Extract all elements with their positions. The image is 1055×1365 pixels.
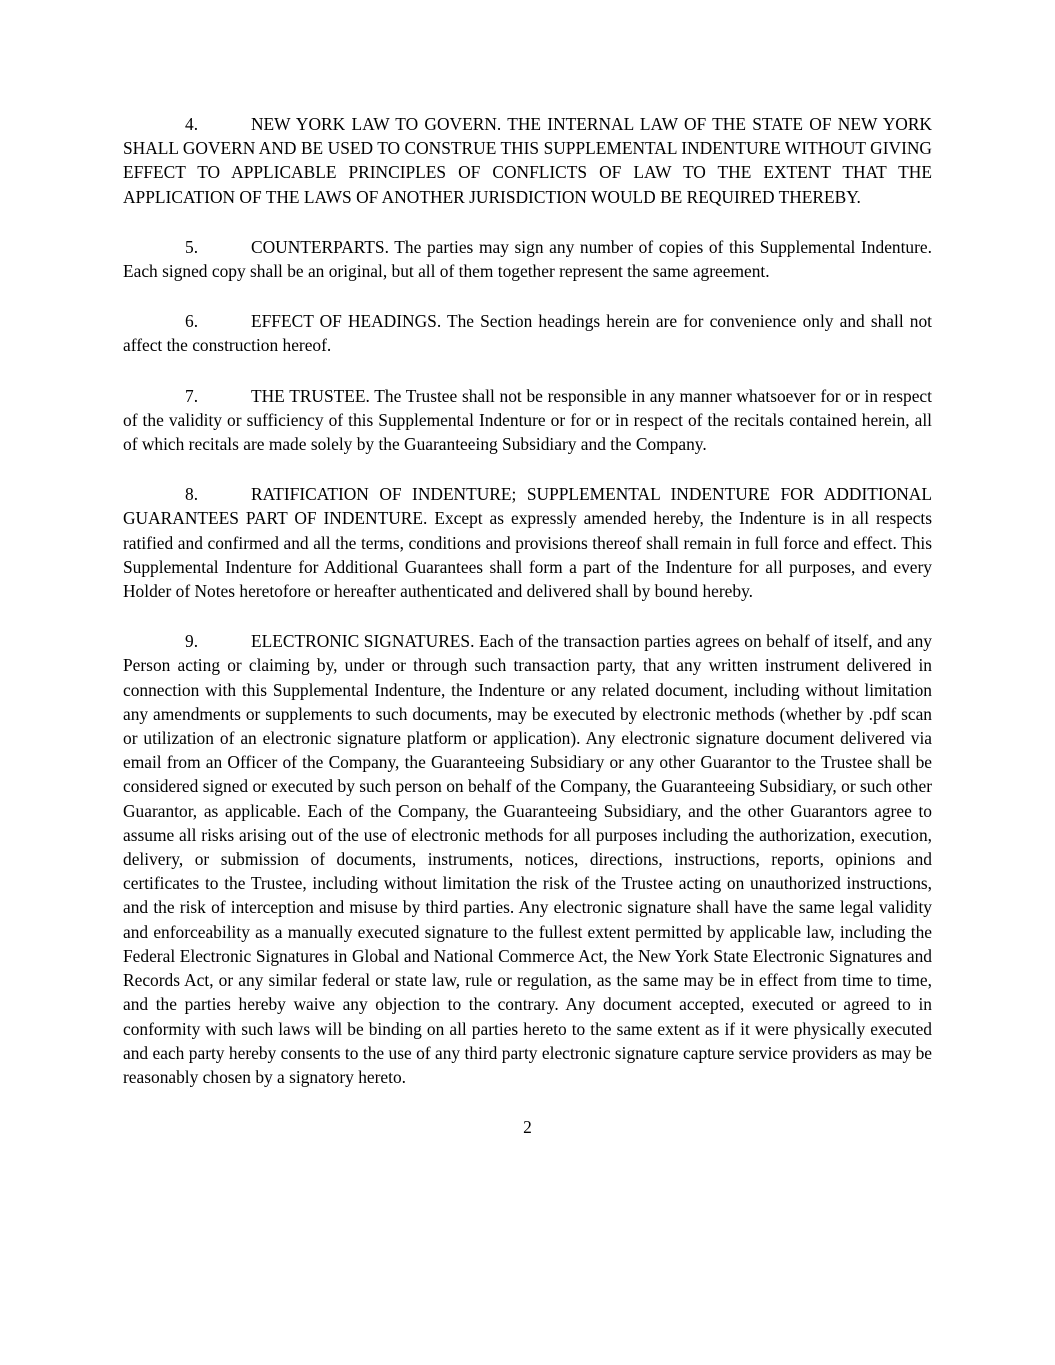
paragraph-text: COUNTERPARTS. The parties may sign any number of copies of this Supplemental Indenture. Each signed copy shall be an original, but all of them together represent the same agreement. [123, 236, 932, 282]
paragraph-text: RATIFICATION OF INDENTURE; SUPPLEMENTAL INDENTURE FOR ADDITIONAL GUARANTEES PART OF INDENTURE. Except as expressly amended hereby, the Indenture is in all respects ratified and confirmed and all the terms, conditions and provisions thereof shall remain in full force and effect. This Supplemental Indenture for Additional Guarantees shall form a part of the Indenture for all purposes, and every Holder of Notes heretofore or hereafter authenticated and delivered shall by bound hereby. [123, 484, 932, 602]
paragraph-4 [123, 112, 932, 209]
paragraph-text: NEW YORK LAW TO GOVERN. THE INTERNAL LAW OF THE STATE OF NEW YORK SHALL GOVERN AND BE USED TO CONSTRUE THIS SUPPLEMENTAL INDENTURE WITHOUT GIVING EFFECT TO APPLICABLE PRINCIPLES OF CONFLICTS OF LAW TO THE EXTENT THAT THE APPLICATION OF THE LAWS OF ANOTHER JURISDICTION WOULD BE REQUIRED THEREBY. [123, 114, 932, 207]
paragraph-7 [123, 384, 932, 457]
paragraph-6 [123, 309, 932, 357]
paragraph-9 [123, 629, 932, 1089]
section-number: 4. [185, 114, 199, 134]
page-number: 2 [523, 1117, 532, 1138]
paragraph-text: THE TRUSTEE. The Trustee shall not be responsible in any manner whatsoever for or in respect of the validity or sufficiency of this Supplemental Indenture or for or in respect of the recitals contained herein, all of which recitals are made solely by the Guaranteeing Subsidiary and the Company. [123, 385, 932, 455]
paragraph-8 [123, 482, 932, 603]
section-number: 7. [185, 385, 199, 406]
paragraph-text: EFFECT OF HEADINGS. The Section headings herein are for convenience only and shall not affect the construction hereof. [123, 311, 932, 356]
section-number: 5. [185, 236, 199, 257]
section-number: 9. [185, 631, 199, 652]
section-number: 8. [185, 484, 199, 505]
paragraph-5 [123, 235, 932, 283]
section-number: 6. [185, 311, 199, 332]
paragraph-text: ELECTRONIC SIGNATURES. Each of the transaction parties agrees on behalf of itself, and any Person acting or claiming by, under or through such transaction party, that any written instrument delivered in connection with this Supplemental Indenture, the Indenture or any related document, including without limitation any amendments or supplements to such documents, may be executed by electronic methods (whether by .pdf scan or utilization of an electronic signature platform or application). Any electronic signature document delivered via email from an Officer of the Company, the Guaranteeing Subsidiary or any other Guarantor to the Trustee shall be considered signed or executed by such person on behalf of the Company, the Guaranteeing Subsidiary, or such other Guarantor, as applicable. Each of the Company, the Guaranteeing Subsidiary, and the other Guarantors agree to assume all risks arising out of the use of electronic methods for all purposes including the authorization, execution, delivery, or submission of documents, instruments, notices, directions, instructions, reports, opinions and certificates to the Trustee, including without limitation the risk of the Trustee acting on unauthorized instructions, and the risk of interception and misuse by third parties. Any electronic signature shall have the same legal validity and enforceability as a manually executed signature to the fullest extent permitted by applicable law, including the Federal Electronic Signatures in Global and National Commerce Act, the New York State Electronic Signatures and Records Act, or any similar federal or state law, rule or regulation, as the same may be in effect from time to time, and the parties hereby waive any objection to the contrary. Any document accepted, executed or agreed to in conformity with such laws will be binding on all parties hereto to the same extent as if it were physically executed and each party hereby consents to the use of any third party electronic signature capture service providers as may be reasonably chosen by a signatory hereto. [123, 631, 932, 1087]
